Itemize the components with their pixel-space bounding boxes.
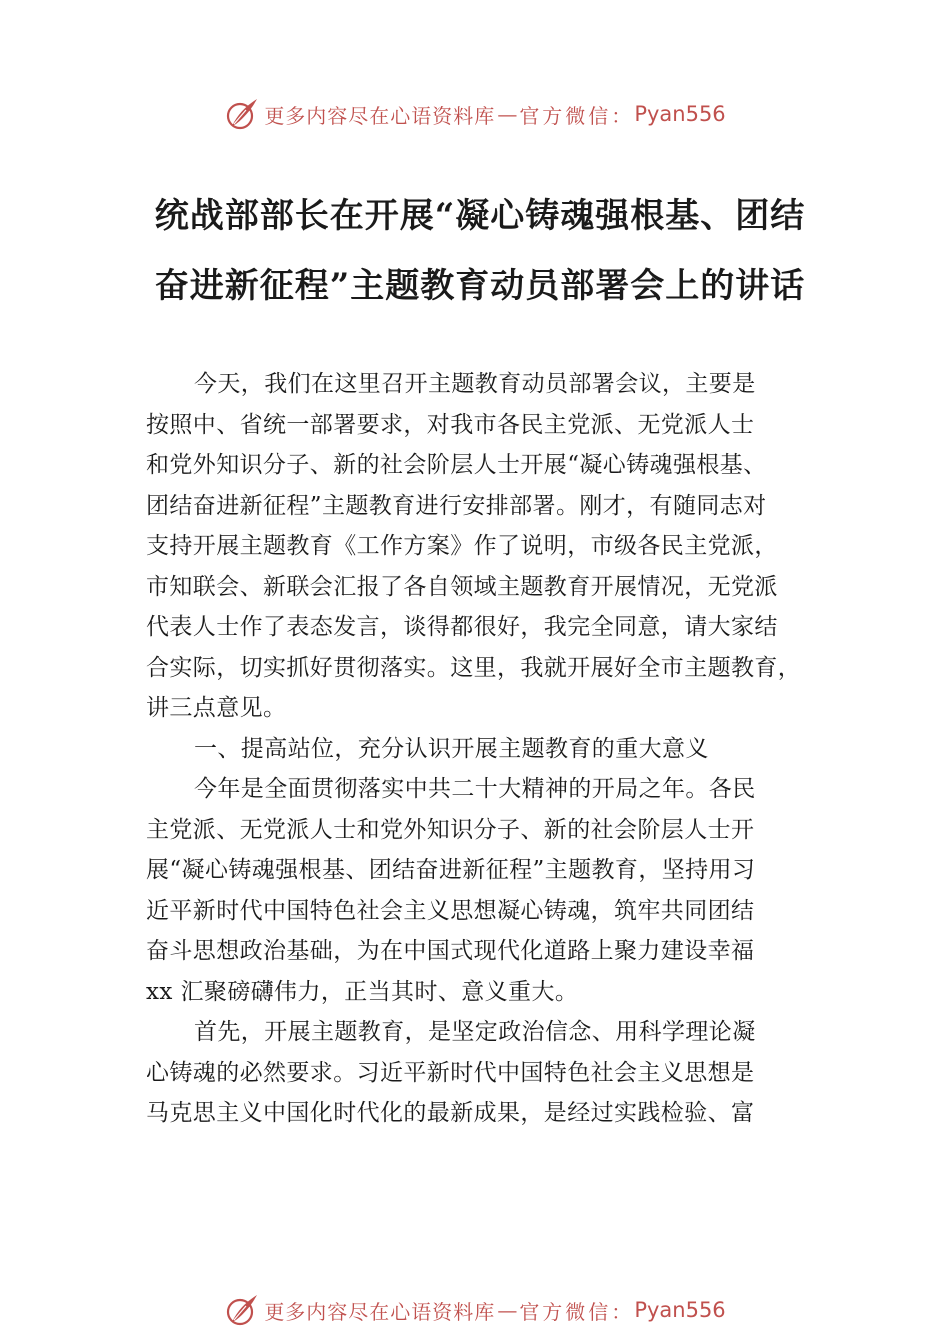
body-line: xx 汇聚磅礴伟力，正当其时、意义重大。 <box>146 978 579 1005</box>
quill-logo-icon <box>224 1292 260 1328</box>
body-line: 主党派、无党派人士和党外知识分子、新的社会阶层人士开 <box>146 816 755 843</box>
body-line: 展“凝心铸魂强根基、团结奋进新征程”主题教育，坚持用习 <box>146 857 756 883</box>
body-line: 合实际，切实抓好贯彻落实。这里，我就开展好全市主题教育， <box>146 654 802 681</box>
body-line: 心铸魂的必然要求。习近平新时代中国特色社会主义思想是 <box>146 1059 755 1086</box>
watermark-text: 更多内容尽在心语资料库 <box>264 1299 496 1324</box>
body-line: 讲三点意见。 <box>146 695 287 721</box>
watermark-id: Pyan556 <box>634 102 726 126</box>
quill-logo-icon <box>224 96 260 132</box>
watermark-banner-bottom <box>0 1290 950 1330</box>
body-line: 今天，我们在这里召开主题教育动员部署会议，主要是 <box>194 371 756 397</box>
body-line: 市知联会、新联会汇报了各自领域主题教育开展情况，无党派 <box>146 573 778 600</box>
watermark-dash: — <box>497 1298 518 1322</box>
body-line: 近平新时代中国特色社会主义思想凝心铸魂，筑牢共同团结 <box>146 897 755 924</box>
watermark-label: 官方微信： <box>519 103 635 128</box>
watermark-text: 更多内容尽在心语资料库 <box>264 103 496 128</box>
body-line: 和党外知识分子、新的社会阶层人士开展“凝心铸魂强根基、 <box>146 452 767 478</box>
document-body <box>146 364 836 1134</box>
watermark-id: Pyan556 <box>634 1298 726 1322</box>
watermark-dash: — <box>497 102 518 126</box>
body-line: 马克思主义中国化时代化的最新成果，是经过实践检验、富 <box>146 1100 755 1126</box>
body-line: 按照中、省统一部署要求，对我市各民主党派、无党派人士 <box>146 411 755 438</box>
body-line: 代表人士作了表态发言，谈得都很好，我完全同意，请大家结 <box>146 614 778 640</box>
watermark-banner-top <box>0 94 950 134</box>
watermark-label: 官方微信： <box>519 1299 635 1324</box>
body-line: 今年是全面贯彻落实中共二十大精神的开局之年。各民 <box>194 776 756 802</box>
body-line: 团结奋进新征程”主题教育进行安排部署。刚才，有随同志对 <box>146 492 767 519</box>
document-title-line-2: 奋进新征程”主题教育动员部署会上的讲话 <box>154 266 806 306</box>
body-line: 奋斗思想政治基础，为在中国式现代化道路上聚力建设幸福 <box>146 938 755 964</box>
section-heading: 一、提高站位，充分认识开展主题教育的重大意义 <box>194 735 709 762</box>
body-line: 首先，开展主题教育，是坚定政治信念、用科学理论凝 <box>194 1019 756 1045</box>
body-line: 支持开展主题教育《工作方案》作了说明，市级各民主党派， <box>146 533 778 559</box>
document-title-line-1: 统战部部长在开展“凝心铸魂强根基、团结 <box>154 196 806 236</box>
